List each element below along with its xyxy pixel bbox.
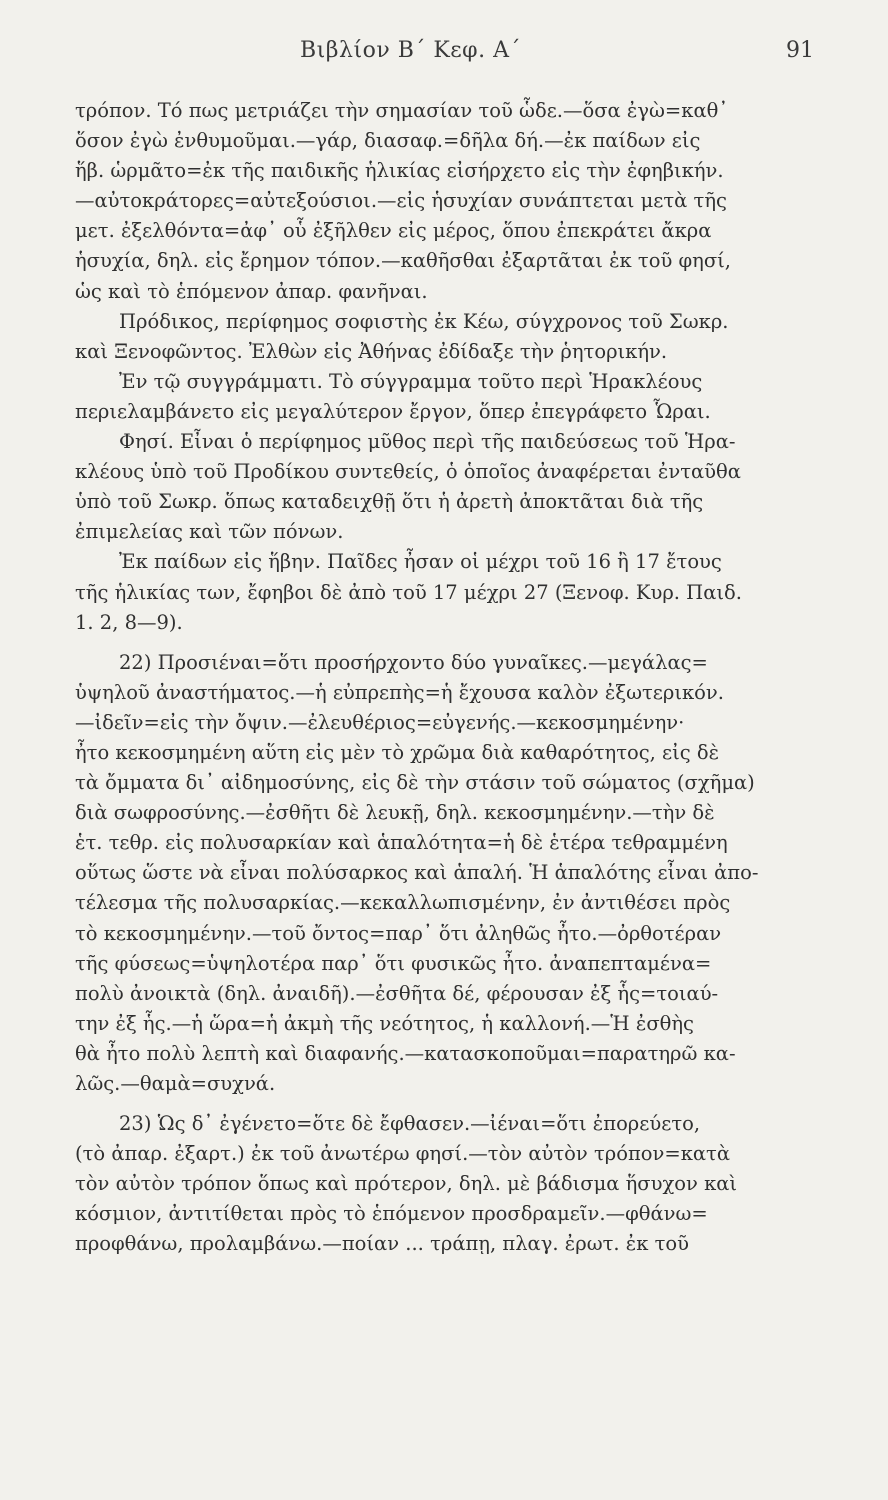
text-line: τέλεσμα τῆς πολυσαρκίας.—κεκαλλωπισμένην, ἐν ἀντιθέσει πρὸς	[75, 891, 731, 915]
text-line: τὰ ὄμματα δι᾿ αἰδημοσύνης, εἰς δὲ τὴν στάσιν τοῦ σώματος (σχῆμα)	[75, 771, 755, 795]
text-line: ἐπιμελείας καὶ τῶν πόνων.	[75, 520, 344, 544]
text-line: τρόπον. Τό πως μετριάζει τὴν σημασίαν τοῦ ὧδε.—ὅσα ἐγὼ=καθ᾿	[75, 99, 729, 122]
page-number: 91	[786, 38, 814, 63]
text-line: ἑτ. τεθρ. εἰς πολυσαρκίαν καὶ ἁπαλότητα=ἡ δὲ ἑτέρα τεθραμμένη	[75, 831, 728, 855]
text-line: πολὺ ἀνοικτὰ (δηλ. ἀναιδῆ).—ἐσθῆτα δέ, φέρουσαν ἐξ ἧς=τοιαύ-	[75, 981, 719, 1005]
text-line: Φησί. Εἶναι ὁ περίφημος μῦθος περὶ τῆς παιδεύσεως τοῦ Ἡρα-	[119, 430, 736, 454]
text-line: περιελαμβάνετο εἰς μεγαλύτερον ἔργον, ὅπερ ἐπεγράφετο Ὧραι.	[75, 399, 711, 423]
text-line: θὰ ἦτο πολὺ λεπτὴ καὶ διαφανής.—κατασκοποῦμαι=παρατηρῶ κα-	[75, 1041, 736, 1065]
text-line: —ἰδεῖν=εἰς τὴν ὄψιν.—ἐλευθέριος=εὐγενής.—κεκοσμημένην·	[75, 710, 685, 734]
text-line: 23) Ὡς δ᾿ ἐγένετο=ὅτε δὲ ἔφθασεν.—ἰέναι=ὅτι ἐπορεύετο,	[119, 1112, 701, 1136]
text-line: τὸν αὐτὸν τρόπον ὅπως καὶ πρότερον, δηλ. μὲ βάδισμα ἥσυχον καὶ	[75, 1172, 738, 1196]
text-line: (τὸ ἀπαρ. ἐξαρτ.) ἐκ τοῦ ἀνωτέρω φησί.—τὸν αὐτὸν τρόπον=κατὰ	[75, 1142, 731, 1166]
running-title: Βιβλίον Β΄ Κεφ. Α΄	[300, 38, 521, 63]
text-line: την ἐξ ἧς.—ἡ ὥρα=ἡ ἀκμὴ τῆς νεότητος, ἡ καλλονή.—Ἡ ἐσθὴς	[75, 1011, 694, 1035]
text-line: κόσμιον, ἀντιτίθεται πρὸς τὸ ἑπόμενον προσδραμεῖν.—φθάνω=	[75, 1202, 708, 1226]
text-line: προφθάνω, προλαμβάνω.—ποίαν ... τράπῃ, πλαγ. ἐρωτ. ἐκ τοῦ	[75, 1232, 690, 1256]
text-line: ὑπὸ τοῦ Σωκρ. ὅπως καταδειχθῇ ὅτι ἡ ἀρετὴ ἀποκτᾶται διὰ τῆς	[75, 490, 704, 514]
text-line: ἥβ. ὡρμᾶτο=ἐκ τῆς παιδικῆς ἡλικίας εἰσήρχετο εἰς τὴν ἐφηβικήν.	[75, 159, 724, 183]
text-line: —αὐτοκράτορες=αὐτεξούσιοι.—εἰς ἡσυχίαν συνάπτεται μετὰ τῆς	[75, 189, 727, 213]
text-line: τὸ κεκοσμημένην.—τοῦ ὄντος=παρ᾿ ὅτι ἀληθῶς ἦτο.—ὀρθοτέραν	[75, 921, 722, 945]
text-line: τῆς φύσεως=ὑψηλοτέρα παρ᾿ ὅτι φυσικῶς ἦτο. ἀναπεπταμένα=	[75, 951, 712, 975]
text-line: ἦτο κεκοσμημένη αὕτη εἰς μὲν τὸ χρῶμα διὰ καθαρότητος, εἰς δὲ	[75, 740, 720, 764]
text-line: κλέους ὑπὸ τοῦ Προδίκου συντεθείς, ὁ ὁποῖος ἀναφέρεται ἐνταῦθα	[75, 460, 741, 484]
text-line: 1. 2, 8—9).	[75, 610, 183, 634]
paragraph-gap	[75, 638, 827, 648]
text-line: ὡς καὶ τὸ ἑπόμενον ἀπαρ. φανῆναι.	[75, 279, 428, 303]
text-line: λῶς.—θαμὰ=συχνά.	[75, 1072, 276, 1095]
text-line: διὰ σωφροσύνης.—ἐσθῆτι δὲ λευκῇ, δηλ. κεκοσμημένην.—τὴν δὲ	[75, 801, 715, 825]
paragraph-gap	[75, 1099, 827, 1109]
text-line: Πρόδικος, περίφημος σοφιστὴς ἐκ Κέω, σύγχρονος τοῦ Σωκρ.	[119, 309, 729, 333]
text-line: καὶ Ξενοφῶντος. Ἐλθὼν εἰς Ἀθήνας ἐδίδαξε τὴν ῥητορικήν.	[75, 339, 668, 363]
text-line: τῆς ἡλικίας των, ἔφηβοι δὲ ἀπὸ τοῦ 17 μέχρι 27 (Ξενοφ. Κυρ. Παιδ.	[75, 580, 742, 604]
text-line: Ἐκ παίδων εἰς ἥβην. Παῖδες ἦσαν οἱ μέχρι τοῦ 16 ἢ 17 ἔτους	[119, 550, 722, 574]
text-line: 22) Προσιέναι=ὅτι προσήρχοντο δύο γυναῖκες.—μεγάλας=	[119, 650, 708, 674]
text-line: ὅσον ἐγὼ ἐνθυμοῦμαι.—γάρ, διασαφ.=δῆλα δή.—ἐκ παίδων εἰς	[75, 129, 701, 153]
commentary-text	[75, 96, 827, 1260]
text-line: ἡσυχία, δηλ. εἰς ἔρημον τόπον.—καθῆσθαι ἐξαρτᾶται ἐκ τοῦ φησί,	[75, 249, 731, 273]
text-line: οὕτως ὥστε νὰ εἶναι πολύσαρκος καὶ ἁπαλή. Ἡ ἁπαλότης εἶναι ἀπο-	[75, 861, 759, 885]
text-line: ὑψηλοῦ ἀναστήματος.—ἡ εὐπρεπὴς=ἡ ἔχουσα καλὸν ἐξωτερικόν.	[75, 680, 724, 704]
text-line: Ἐν τῷ συγγράμματι. Τὸ σύγγραμμα τοῦτο περὶ Ἡρακλέους	[119, 369, 703, 393]
text-line: μετ. ἐξελθόντα=ἀφ᾿ οὗ ἐξῆλθεν εἰς μέρος, ὅπου ἐπεκράτει ἄκρα	[75, 219, 712, 243]
